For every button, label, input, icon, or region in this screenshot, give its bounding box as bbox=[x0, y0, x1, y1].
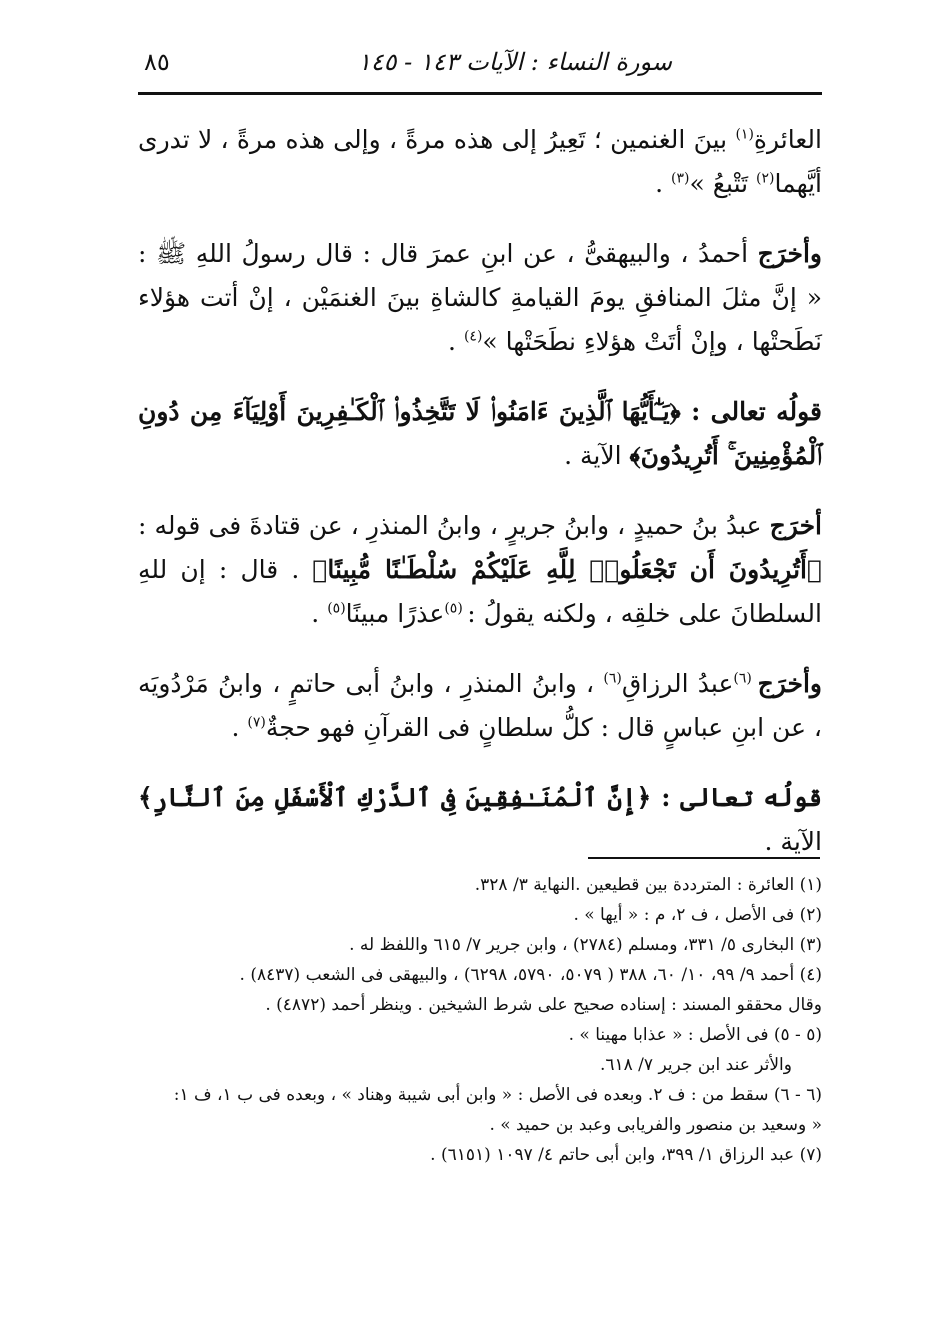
surah-title: سورة النساء : الآيات ١٤٣ - ١٤٥ bbox=[357, 48, 672, 76]
footnote-ref: (٦) bbox=[603, 670, 622, 687]
text-span: أحمدُ ، والبيهقىُّ ، عن ابنِ عمرَ قال : قال رسولُ اللهِ ﷺ : « إنَّ مثلَ المنافقِ يومَ القيامةِ كالشاةِ بينَ الغنمَيْن ، إنْ أتت هؤلاء نَطَحتْها ، وإنْ أتَتْ هؤلاءِ نطَحَتْها » bbox=[138, 239, 822, 356]
text-span: الآية . bbox=[764, 827, 822, 856]
footnote-rule bbox=[588, 857, 820, 859]
text-span: . bbox=[311, 599, 328, 628]
text-span: تَتْبعُ » bbox=[689, 169, 757, 198]
paragraph-lead: وأخرَج bbox=[757, 239, 822, 268]
text-span: . bbox=[448, 327, 464, 356]
footnote: (٤) أحمد ٩/ ٩٩، ١٠/ ٦٠، ٣٨٨ ( ٥٠٧٩، ٥٧٩٠، ٦٢٩٨) ، والبيهقى فى الشعب (٨٤٣٧) . bbox=[239, 965, 822, 985]
text-span: . قال : إن للهِ السلطانَ على خلقِه ، ولكنه يقولُ : bbox=[138, 555, 822, 628]
paragraph-1 bbox=[138, 118, 822, 206]
footnote-ref: (٤) bbox=[463, 328, 483, 345]
page-number: ٨٥ bbox=[144, 48, 170, 76]
footnote: (٢) فى الأصل ، ف ٢، م : « أيها » . bbox=[573, 905, 822, 925]
paragraph-lead: قولُه تعالى : bbox=[661, 783, 822, 812]
quran-verse: ﴿أَتُرِيدُونَ أَن تَجْعَلُوا۟ لِلَّهِ عَلَيْكُمْ سُلْطَـٰنًا مُّبِينًا﴾ bbox=[312, 555, 822, 584]
footnote: (٣) البخارى ٥/ ٣٣١، ومسلم (٢٧٨٤) ، وابن جرير ٧/ ٦١٥ واللفظ له . bbox=[349, 935, 822, 955]
main-text bbox=[138, 118, 822, 890]
footnote: والأثر عند ابن جرير ٧/ ٦١٨. bbox=[599, 1055, 792, 1075]
paragraph-4 bbox=[138, 504, 822, 636]
quran-verse: ﴿يَـٰٓأَيُّهَا ٱلَّذِينَ ءَامَنُوا۟ لَا تَتَّخِذُوا۟ ٱلْكَـٰفِرِينَ أَوْلِيَآءَ مِن دُونِ ٱلْمُؤْمِنِينَ ۚ أَتُرِيدُونَ﴾ bbox=[138, 397, 822, 470]
footnote: « وسعيد بن منصور والفريابى وعبد بن حميد » . bbox=[489, 1115, 822, 1135]
footnote-ref: (٦) bbox=[733, 670, 758, 687]
text-span: بينَ الغنمين ؛ تَعِيرُ إلى هذه مرةً ، وإلى هذه مرةً ، لا تدرى أيَّهما bbox=[138, 125, 822, 198]
footnote-ref: (٧) bbox=[247, 714, 266, 731]
footnote-ref: (٢) bbox=[756, 170, 775, 187]
text-span: . bbox=[231, 713, 248, 742]
text-span: عبدُ الرزاقِ bbox=[621, 669, 734, 698]
header-rule bbox=[138, 92, 822, 95]
paragraph-2 bbox=[138, 232, 822, 364]
paragraph-6 bbox=[138, 776, 822, 864]
text-span: عذرًا مبينًا bbox=[345, 599, 445, 628]
running-header bbox=[138, 42, 822, 86]
text-span: الآية . bbox=[564, 441, 630, 470]
footnote-ref: (٥) bbox=[327, 600, 346, 617]
paragraph-lead: قولُه تعالى : bbox=[691, 397, 822, 426]
text-span: عبدُ بنُ حميدٍ ، وابنُ جريرٍ ، وابنُ المنذرِ ، عن قتادةَ فى قوله : bbox=[138, 511, 770, 540]
quran-verse: ﴿إِنَّ ٱلْمُنَـٰفِقِينَ فِى ٱلدَّرْكِ ٱلْأَسْفَلِ مِنَ ٱلنَّارِ﴾ bbox=[138, 783, 662, 812]
footnote: (١) العائرة : المترددة بين قطيعين .النهاية ٣/ ٣٢٨. bbox=[474, 875, 822, 895]
footnote-ref: (٥) bbox=[444, 600, 468, 617]
footnote: (٦ - ٦) سقط من : ف ٢. وبعده فى الأصل : « وابن أبى شيبة وهناد » ، وبعده فى ب ١، ف ١: bbox=[173, 1085, 822, 1105]
footnotes bbox=[138, 870, 822, 1170]
paragraph-lead: وأخرَج bbox=[757, 669, 822, 698]
footnote: (٥ - ٥) فى الأصل : « عذابا مهينا » . bbox=[568, 1025, 822, 1045]
paragraph-3 bbox=[138, 390, 822, 478]
footnote: وقال محققو المسند : إسناده صحيح على شرط الشيخين . وينظر أحمد (٤٨٧٢) . bbox=[265, 995, 822, 1015]
footnote-ref: (٣) bbox=[671, 170, 690, 187]
text-span: . bbox=[655, 169, 672, 198]
paragraph-5 bbox=[138, 662, 822, 750]
footnote: (٧) عبد الرزاق ١/ ٣٩٩، وابن أبى حاتم ٤/ ١٠٩٧ (٦١٥١) . bbox=[430, 1145, 822, 1165]
paragraph-lead: أخرَج bbox=[769, 511, 822, 540]
text-span: العائرةِ bbox=[753, 125, 822, 154]
text-span: ، وابنُ المنذرِ ، وابنُ أبى حاتمٍ ، وابنُ مَرْدُويَه ، عن ابنِ عباسٍ قال : كلُّ سلطانٍ فى القرآنِ فهو حجةٌ bbox=[138, 669, 822, 742]
footnote-ref: (١) bbox=[735, 126, 754, 143]
